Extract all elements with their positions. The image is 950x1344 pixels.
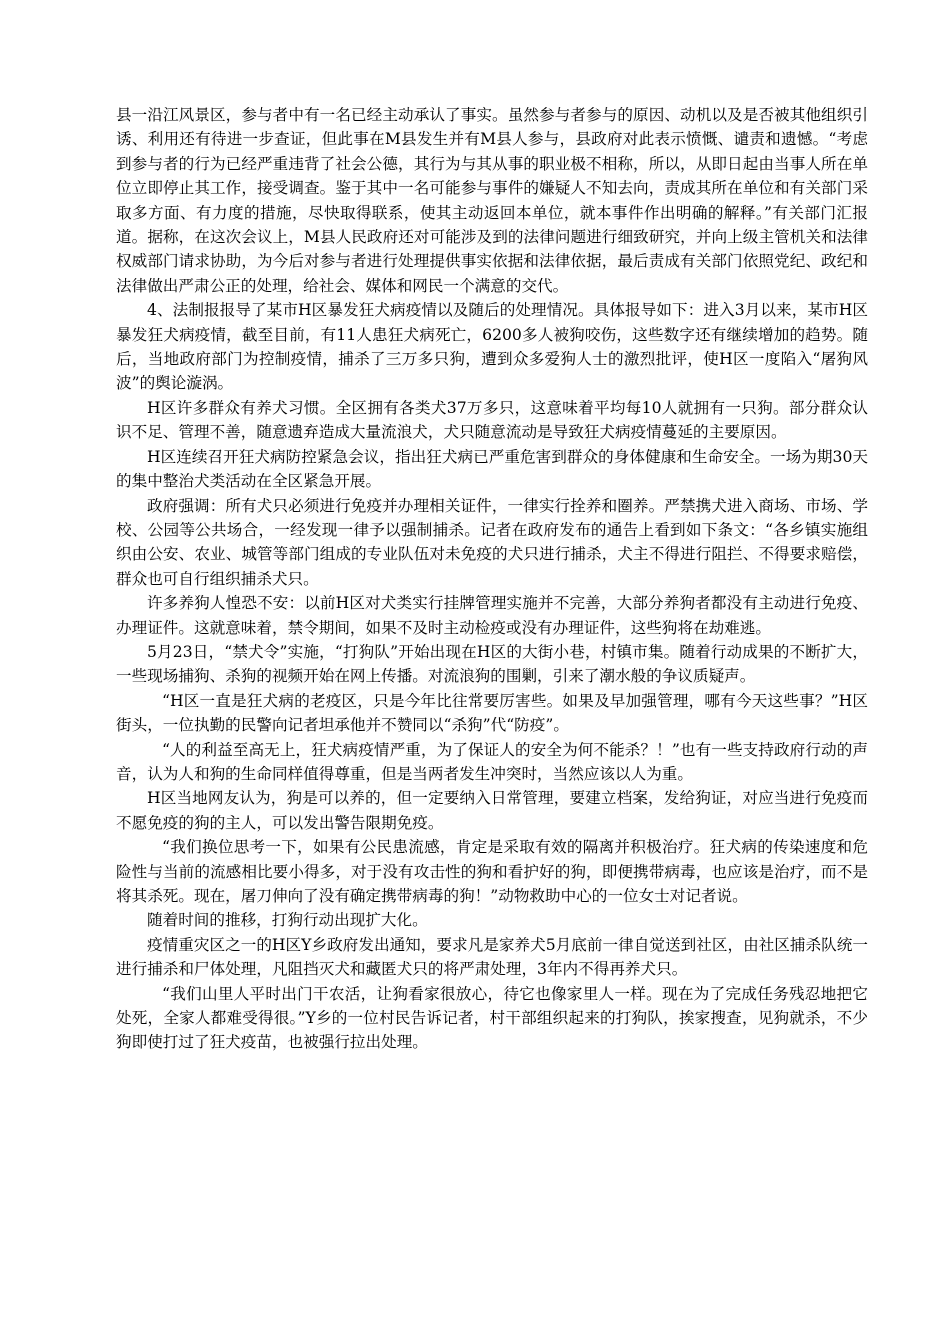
paragraph-emergency-meeting: H区连续召开狂犬病防控紧急会议，指出狂犬病已严重危害到群众的身体健康和生命安全。一场为期30天的集中整治犬类活动在全区紧急开展。 (116, 447, 868, 491)
paragraph-netizen-opinion: H区当地网友认为，狗是可以养的，但一定要纳入日常管理，要建立档案，发给狗证，对应当进行免疫而不愿免疫的狗的主人，可以发出警告限期免疫。 (116, 789, 868, 832)
paragraph-owner-anxiety: 许多养狗人惶恐不安：以前H区对犬类实行挂牌管理实施并不完善，大部分养狗者都没有主动进行免疫、办理证件。这就意味着，禁令期间，如果不及时主动检疫或没有办理证件，这些狗将在劫难逃。 (116, 594, 868, 637)
paragraph-support-quote: “人的利益至高无上，狂犬病疫情严重，为了保证人的安全为何不能杀？！”也有一些支持政府行动的声音，认为人和狗的生命同样值得尊重，但是当两者发生冲突时，当然应该以人为重。 (116, 740, 868, 783)
paragraph-dog-ownership: H区许多群众有养犬习惯。全区拥有各类犬37万多只，这意味着平均每10人就拥有一只狗。部分群众认识不足、管理不善，随意遗弃造成大量流浪犬，犬只随意流动是导致狂犬病疫情蔓延的主要原因。 (116, 398, 868, 442)
document-page (116, 103, 868, 1055)
paragraph-villager-quote: “我们山里人平时出门干农活，让狗看家很放心，待它也像家里人一样。现在为了完成任务残忍地把它处死，全家人都难受得很。”Y乡的一位村民告诉记者，村干部组织起来的打狗队，挨家搜查，见狗就杀，不少狗即使打过了狂犬疫苗，也被强行拉出处理。 (116, 984, 868, 1052)
paragraph-continuation: 县一沿江风景区，参与者中有一名已经主动承认了事实。虽然参与者参与的原因、动机以及是否被其他组织引诱、利用还有待进一步查证，但此事在M县发生并有M县人参与，县政府对此表示愤慨、谴责和遗憾。“考虑到参与者的行为已经严重违背了社会公德，其行为与其从事的职业极不相称，所以，从即日起由当事人所在单位立即停止其工作，接受调查。鉴于其中一名可能参与事件的嫌疑人不知去向，责成其所在单位和有关部门采取多方面、有力度的措施，尽快取得联系，使其主动返回本单位，就本事件作出明确的解释。”有关部门汇报道。据称，在这次会议上，M县人民政府还对可能涉及到的法律问题进行细致研究，并向上级主管机关和法律权威部门请求协助，为今后对参与者进行处理提供事实依据和法律依据，最后责成有关部门依照党纪、政纪和法律做出严肃公正的处理，给社会、媒体和网民一个满意的交代。 (116, 106, 868, 295)
paragraph-item-4-rabies-report: 4、法制报报导了某市H区暴发狂犬病疫情以及随后的处理情况。具体报导如下：进入3月以来，某市H区暴发狂犬病疫情，截至目前，有11人患狂犬病死亡，6200多人被狗咬伤，这些数字还有继续增加的趋势。随后，当地政府部门为控制疫情，捕杀了三万多只狗，遭到众多爱狗人士的激烈批评，使H区一度陷入“屠狗风波”的舆论漩涡。 (116, 301, 868, 393)
paragraph-rescue-center-quote: “我们换位思考一下，如果有公民患流感，肯定是采取有效的隔离并积极治疗。狂犬病的传染速度和危险性与当前的流感相比要小得多，对于没有攻击性的狗和看护好的狗，即便携带病毒，也应该是治疗，而不是将其杀死。现在，屠刀伸向了没有确定携带病毒的狗！”动物救助中心的一位女士对记者说。 (116, 838, 868, 905)
paragraph-expansion: 随着时间的推移，打狗行动出现扩大化。 (147, 911, 428, 930)
paragraph-ban-implementation: 5月23日，“禁犬令”实施，“打狗队”开始出现在H区的大街小巷，村镇市集。随着行动成果的不断扩大，一些现场捕狗、杀狗的视频开始在网上传播。对流浪狗的围剿，引来了潮水般的争议质疑声。 (116, 642, 868, 686)
paragraph-government-policy: 政府强调：所有犬只必须进行免疫并办理相关证件，一律实行拴养和圈养。严禁携犬进入商场、市场、学校、公园等公共场合，一经发现一律予以强制捕杀。记者在政府发布的通告上看到如下条文：“各乡镇实施组织由公安、农业、城管等部门组成的专业队伍对未免疫的犬只进行捕杀，犬主不得进行阻拦、不得要求赔偿，群众也可自行组织捕杀犬只。 (116, 496, 868, 588)
paragraph-y-township-notice: 疫情重灾区之一的H区Y乡政府发出通知，要求凡是家养犬5月底前一律自觉送到社区，由社区捕杀队统一进行捕杀和尸体处理，凡阻挡灭犬和藏匿犬只的将严肃处理，3年内不得再养犬只。 (116, 935, 868, 979)
paragraph-police-quote: “H区一直是狂犬病的老疫区，只是今年比往常要厉害些。如果及早加强管理，哪有今天这些事？”H区街头，一位执勤的民警向记者坦承他并不赞同以“杀狗”代“防疫”。 (116, 691, 868, 735)
